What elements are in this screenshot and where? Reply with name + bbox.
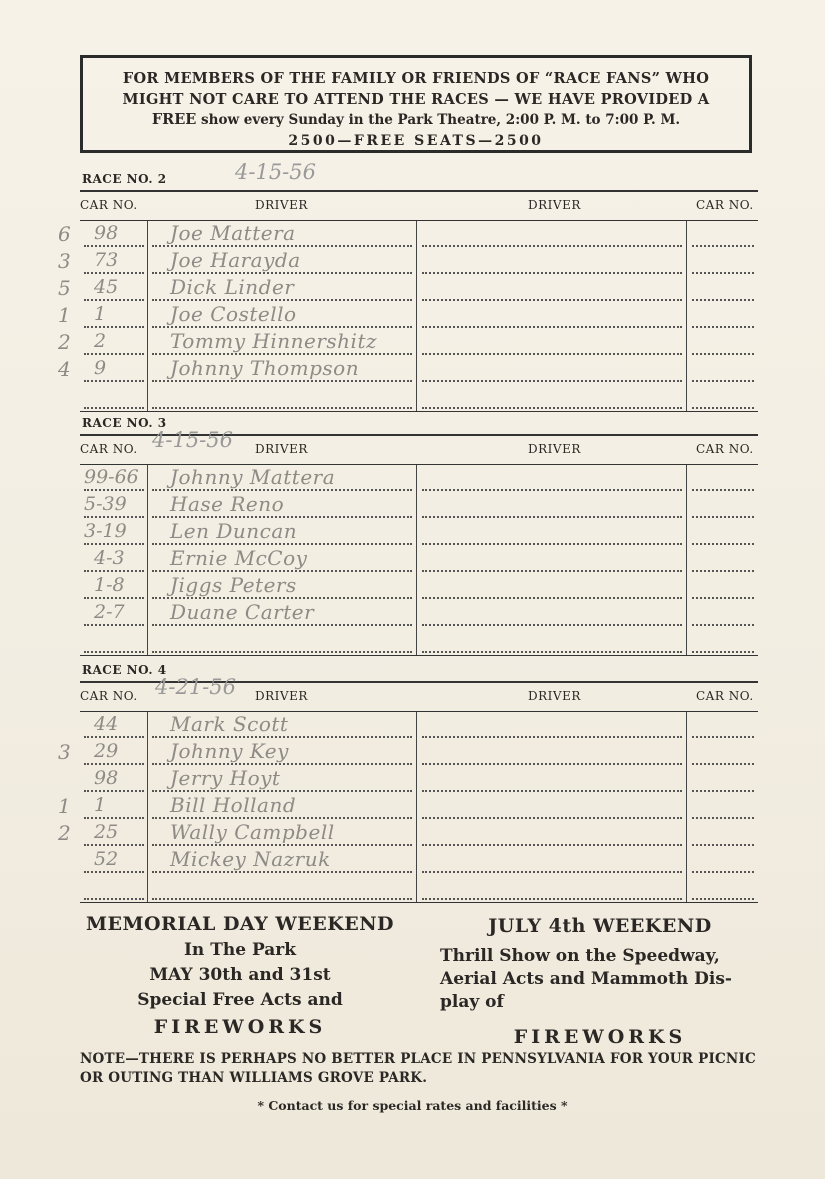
dotted-entry-line bbox=[692, 871, 754, 873]
race-title: RACE NO. 3 bbox=[82, 416, 167, 430]
driver-header-left: DRIVER bbox=[255, 689, 308, 703]
dotted-entry-line bbox=[692, 299, 754, 301]
handwritten-car-number: 1 bbox=[94, 794, 107, 816]
driver-header-left: DRIVER bbox=[255, 198, 308, 212]
dotted-entry-line bbox=[152, 871, 412, 873]
handwritten-driver-name: Joe Mattera bbox=[170, 221, 296, 245]
dotted-entry-line bbox=[152, 489, 412, 491]
handwritten-car-number: 98 bbox=[94, 222, 119, 244]
dotted-entry-line bbox=[152, 407, 412, 409]
dotted-entry-line bbox=[84, 489, 144, 491]
dotted-entry-line bbox=[422, 489, 682, 491]
dotted-entry-line bbox=[422, 817, 682, 819]
handwritten-finish-position: 6 bbox=[58, 222, 71, 246]
dotted-entry-line bbox=[152, 790, 412, 792]
dotted-entry-line bbox=[422, 871, 682, 873]
race-date-handwritten: 4-15-56 bbox=[235, 160, 316, 184]
handwritten-finish-position: 1 bbox=[58, 794, 71, 818]
column-divider bbox=[686, 221, 687, 411]
car-no-header-left: CAR NO. bbox=[80, 689, 138, 703]
driver-header-left: DRIVER bbox=[255, 442, 308, 456]
july-heading: JULY 4th WEEKEND bbox=[488, 915, 712, 937]
memorial-day-ad bbox=[75, 910, 405, 1041]
handwritten-finish-position: 2 bbox=[58, 330, 71, 354]
column-divider bbox=[147, 712, 148, 902]
dotted-entry-line bbox=[152, 898, 412, 900]
dotted-entry-line bbox=[152, 736, 412, 738]
handwritten-finish-position: 1 bbox=[58, 303, 71, 327]
car-no-header-right: CAR NO. bbox=[696, 442, 754, 456]
dotted-entry-line bbox=[692, 407, 754, 409]
handwritten-driver-name: Mickey Nazruk bbox=[170, 847, 331, 871]
dotted-entry-line bbox=[84, 516, 144, 518]
dotted-entry-line bbox=[692, 651, 754, 653]
race-title-rule bbox=[80, 190, 758, 192]
race-date-handwritten: 4-15-56 bbox=[152, 428, 233, 452]
dotted-entry-line bbox=[692, 597, 754, 599]
dotted-entry-line bbox=[152, 763, 412, 765]
notice-line-1: FOR MEMBERS OF THE FAMILY OR FRIENDS OF “RACE FANS” WHO bbox=[122, 70, 710, 87]
handwritten-finish-position: 3 bbox=[58, 249, 71, 273]
handwritten-finish-position: 4 bbox=[58, 357, 71, 381]
column-divider bbox=[416, 465, 417, 655]
dotted-entry-line bbox=[692, 624, 754, 626]
dotted-entry-line bbox=[152, 543, 412, 545]
handwritten-car-number: 5-39 bbox=[84, 493, 127, 515]
dotted-entry-line bbox=[692, 898, 754, 900]
dotted-entry-line bbox=[152, 516, 412, 518]
handwritten-car-number: 44 bbox=[94, 713, 119, 735]
dotted-entry-line bbox=[84, 898, 144, 900]
dotted-entry-line bbox=[84, 763, 144, 765]
notice-line-3 bbox=[83, 110, 749, 130]
handwritten-driver-name: Hase Reno bbox=[170, 492, 285, 516]
dotted-entry-line bbox=[152, 326, 412, 328]
dotted-entry-line bbox=[152, 245, 412, 247]
car-no-header-right: CAR NO. bbox=[696, 198, 754, 212]
dotted-entry-line bbox=[422, 898, 682, 900]
driver-header-right: DRIVER bbox=[528, 689, 581, 703]
dotted-entry-line bbox=[422, 844, 682, 846]
dotted-entry-line bbox=[84, 543, 144, 545]
race-section bbox=[58, 160, 758, 410]
dotted-entry-line bbox=[152, 353, 412, 355]
dotted-entry-line bbox=[152, 817, 412, 819]
dotted-entry-line bbox=[422, 407, 682, 409]
dotted-entry-line bbox=[422, 624, 682, 626]
dotted-entry-line bbox=[84, 624, 144, 626]
dotted-entry-line bbox=[422, 380, 682, 382]
handwritten-finish-position: 2 bbox=[58, 821, 71, 845]
handwritten-driver-name: Duane Carter bbox=[170, 600, 315, 624]
dotted-entry-line bbox=[422, 543, 682, 545]
car-no-header-left: CAR NO. bbox=[80, 442, 138, 456]
dotted-entry-line bbox=[152, 272, 412, 274]
dotted-entry-line bbox=[152, 380, 412, 382]
dotted-entry-line bbox=[422, 353, 682, 355]
handwritten-driver-name: Mark Scott bbox=[170, 712, 289, 736]
dotted-entry-line bbox=[152, 844, 412, 846]
handwritten-car-number: 1 bbox=[94, 303, 107, 325]
july-fireworks: FIREWORKS bbox=[513, 1026, 687, 1048]
dotted-entry-line bbox=[692, 844, 754, 846]
dotted-entry-line bbox=[152, 299, 412, 301]
dotted-entry-line bbox=[84, 380, 144, 382]
dotted-entry-line bbox=[422, 763, 682, 765]
race-title: RACE NO. 2 bbox=[82, 172, 167, 186]
handwritten-driver-name: Johnny Key bbox=[170, 739, 289, 763]
handwritten-car-number: 2 bbox=[94, 330, 107, 352]
handwritten-driver-name: Wally Campbell bbox=[170, 820, 335, 844]
race-section bbox=[80, 414, 758, 654]
dotted-entry-line bbox=[692, 570, 754, 572]
handwritten-driver-name: Bill Holland bbox=[170, 793, 297, 817]
memorial-line-2: MAY 30th and 31st bbox=[149, 965, 331, 985]
handwritten-car-number: 25 bbox=[94, 821, 119, 843]
dotted-entry-line bbox=[692, 380, 754, 382]
dotted-entry-line bbox=[84, 597, 144, 599]
memorial-fireworks: FIREWORKS bbox=[153, 1016, 327, 1038]
dotted-entry-line bbox=[84, 570, 144, 572]
driver-header-right: DRIVER bbox=[528, 442, 581, 456]
dotted-entry-line bbox=[422, 597, 682, 599]
handwritten-driver-name: Tommy Hinnershitz bbox=[170, 329, 378, 353]
dotted-entry-line bbox=[422, 651, 682, 653]
handwritten-car-number: 2-7 bbox=[94, 601, 125, 623]
column-divider bbox=[147, 221, 148, 411]
dotted-entry-line bbox=[692, 245, 754, 247]
handwritten-finish-position: 5 bbox=[58, 276, 71, 300]
handwritten-driver-name: Ernie McCoy bbox=[170, 546, 308, 570]
dotted-entry-line bbox=[422, 272, 682, 274]
dotted-entry-line bbox=[422, 516, 682, 518]
dotted-entry-line bbox=[692, 353, 754, 355]
column-divider bbox=[686, 465, 687, 655]
dotted-entry-line bbox=[692, 817, 754, 819]
handwritten-car-number: 4-3 bbox=[94, 547, 125, 569]
dotted-entry-line bbox=[422, 736, 682, 738]
car-no-header-right: CAR NO. bbox=[696, 689, 754, 703]
handwritten-car-number: 73 bbox=[94, 249, 119, 271]
dotted-entry-line bbox=[692, 736, 754, 738]
dotted-entry-line bbox=[692, 543, 754, 545]
driver-header-right: DRIVER bbox=[528, 198, 581, 212]
column-divider bbox=[686, 712, 687, 902]
picnic-note: NOTE—THERE IS PERHAPS NO BETTER PLACE IN PENNSYLVANIA FOR YOUR PICNIC OR OUTING THAN WILLIAMS GROVE PARK. bbox=[80, 1051, 756, 1086]
column-divider bbox=[416, 221, 417, 411]
handwritten-car-number: 9 bbox=[94, 357, 107, 379]
handwritten-driver-name: Joe Costello bbox=[170, 302, 297, 326]
handwritten-car-number: 45 bbox=[94, 276, 119, 298]
handwritten-driver-name: Johnny Thompson bbox=[170, 356, 360, 380]
free-show-notice bbox=[80, 55, 752, 153]
dotted-entry-line bbox=[692, 326, 754, 328]
dotted-entry-line bbox=[422, 570, 682, 572]
handwritten-driver-name: Johnny Mattera bbox=[170, 465, 336, 489]
memorial-line-1: In The Park bbox=[183, 940, 297, 960]
handwritten-driver-name: Len Duncan bbox=[170, 519, 298, 543]
dotted-entry-line bbox=[422, 790, 682, 792]
race-section bbox=[58, 661, 758, 901]
dotted-entry-line bbox=[84, 299, 144, 301]
dotted-entry-line bbox=[692, 489, 754, 491]
dotted-entry-line bbox=[692, 790, 754, 792]
notice-line-2: MIGHT NOT CARE TO ATTEND THE RACES — WE HAVE PROVIDED A bbox=[122, 91, 710, 108]
notice-free-seats: 2500—FREE SEATS—2500 bbox=[288, 133, 544, 149]
dotted-entry-line bbox=[152, 651, 412, 653]
july-line-1: Thrill Show on the Speedway, bbox=[440, 946, 720, 966]
contact-line: * Contact us for special rates and facilities * bbox=[257, 1098, 568, 1113]
dotted-entry-line bbox=[84, 326, 144, 328]
dotted-entry-line bbox=[84, 844, 144, 846]
dotted-entry-line bbox=[84, 407, 144, 409]
dotted-entry-line bbox=[84, 245, 144, 247]
race-title: RACE NO. 4 bbox=[82, 663, 167, 677]
dotted-entry-line bbox=[84, 871, 144, 873]
dotted-entry-line bbox=[152, 570, 412, 572]
handwritten-car-number: 99-66 bbox=[84, 466, 139, 488]
handwritten-finish-position: 3 bbox=[58, 740, 71, 764]
dotted-entry-line bbox=[422, 326, 682, 328]
dotted-entry-line bbox=[422, 245, 682, 247]
dotted-entry-line bbox=[84, 736, 144, 738]
column-divider bbox=[147, 465, 148, 655]
dotted-entry-line bbox=[84, 790, 144, 792]
dotted-entry-line bbox=[152, 597, 412, 599]
memorial-heading: MEMORIAL DAY WEEKEND bbox=[85, 913, 395, 935]
handwritten-car-number: 29 bbox=[94, 740, 119, 762]
handwritten-driver-name: Joe Harayda bbox=[170, 248, 301, 272]
handwritten-driver-name: Jerry Hoyt bbox=[170, 766, 281, 790]
july-line-3: play of bbox=[440, 992, 504, 1012]
dotted-entry-line bbox=[692, 272, 754, 274]
handwritten-driver-name: Dick Linder bbox=[170, 275, 295, 299]
dotted-entry-line bbox=[84, 817, 144, 819]
memorial-line-3: Special Free Acts and bbox=[137, 990, 343, 1010]
dotted-entry-line bbox=[84, 353, 144, 355]
column-divider bbox=[416, 712, 417, 902]
notice-show-times: show every Sunday in the Park Theatre, 2:00 P. M. to 7:00 P. M. bbox=[196, 112, 681, 128]
handwritten-car-number: 52 bbox=[94, 848, 119, 870]
dotted-entry-line bbox=[84, 272, 144, 274]
notice-free: FREE bbox=[151, 111, 197, 128]
dotted-entry-line bbox=[692, 763, 754, 765]
july-fourth-ad bbox=[435, 912, 765, 1051]
handwritten-car-number: 1-8 bbox=[94, 574, 125, 596]
handwritten-driver-name: Jiggs Peters bbox=[170, 573, 297, 597]
dotted-entry-line bbox=[84, 651, 144, 653]
dotted-entry-line bbox=[692, 516, 754, 518]
dotted-entry-line bbox=[422, 299, 682, 301]
dotted-entry-line bbox=[152, 624, 412, 626]
handwritten-car-number: 3-19 bbox=[84, 520, 127, 542]
race-date-handwritten: 4-21-56 bbox=[155, 675, 236, 699]
july-line-2: Aerial Acts and Mammoth Dis- bbox=[440, 969, 732, 989]
handwritten-car-number: 98 bbox=[94, 767, 119, 789]
car-no-header-left: CAR NO. bbox=[80, 198, 138, 212]
